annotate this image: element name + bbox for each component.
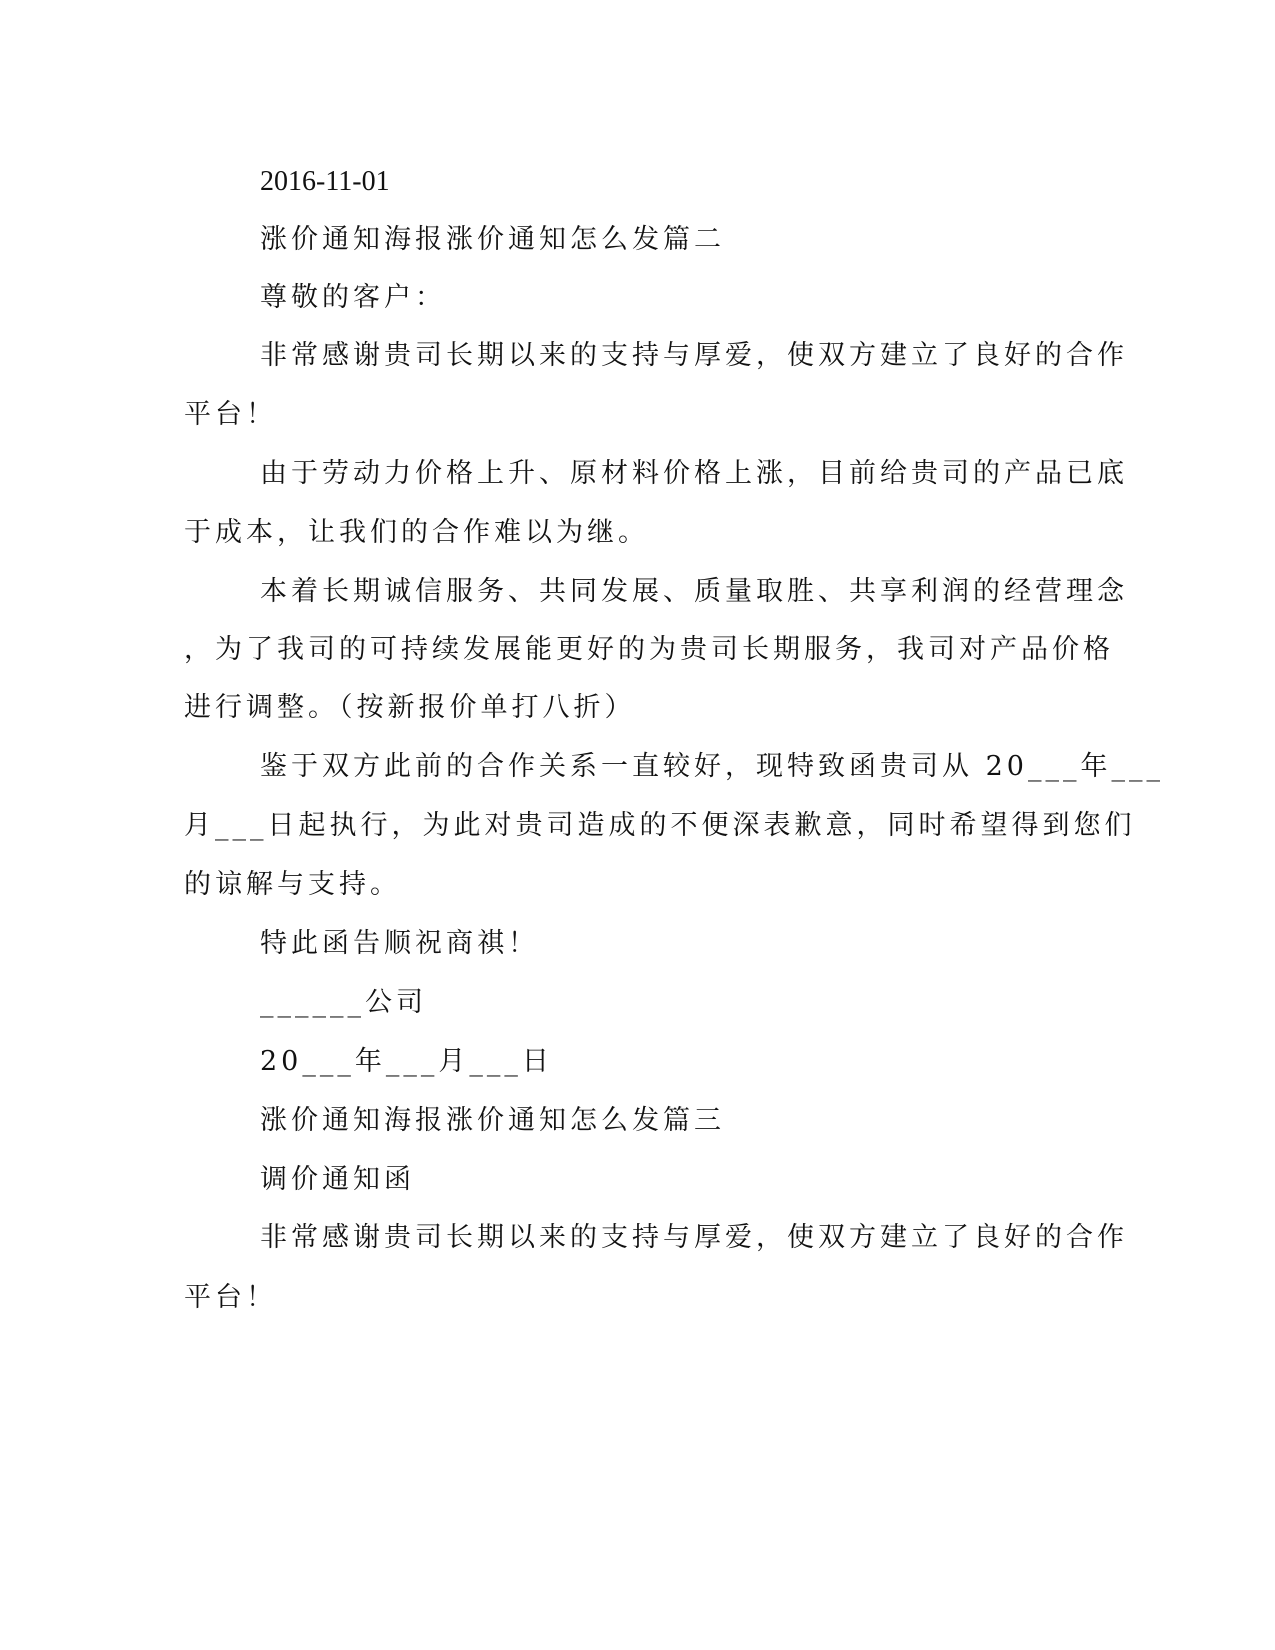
paragraph-line: 于成本，让我们的合作难以为继。 (184, 517, 649, 548)
section-heading-2: 涨价通知海报涨价通知怎么发篇二 (260, 224, 725, 255)
paragraph-line: 本着长期诚信服务、共同发展、质量取胜、共享利润的经营理念 (260, 576, 1128, 607)
section-heading-3: 涨价通知海报涨价通知怎么发篇三 (260, 1105, 725, 1136)
paragraph-line: 平台！ (184, 399, 277, 430)
paragraph-line: 非常感谢贵司长期以来的支持与厚爱，使双方建立了良好的合作 (260, 1222, 1128, 1253)
paragraph-line: 进行调整。（按新报价单打八折） (184, 692, 636, 723)
paragraph-line: ，为了我司的可持续发展能更好的为贵司长期服务，我司对产品价格 (184, 634, 1114, 665)
letter-title: 调价通知函 (260, 1164, 415, 1195)
paragraph-line: 平台！ (184, 1282, 277, 1313)
salutation: 尊敬的客户： (260, 282, 446, 313)
closing-line: 特此函告顺祝商祺！ (260, 928, 539, 959)
signature-date-line: 20___年___月___日 (260, 1046, 553, 1077)
company-signature-line: ______公司 (260, 987, 427, 1018)
paragraph-line: 鉴于双方此前的合作关系一直较好，现特致函贵司从 20___年___ (260, 751, 1164, 782)
paragraph-line: 由于劳动力价格上升、原材料价格上涨，目前给贵司的产品已底 (260, 458, 1128, 489)
paragraph-line: 非常感谢贵司长期以来的支持与厚爱，使双方建立了良好的合作 (260, 340, 1128, 371)
paragraph-line: 的谅解与支持。 (184, 869, 401, 900)
date-line: 2016-11-01 (260, 166, 390, 197)
paragraph-line: 月___日起执行，为此对贵司造成的不便深表歉意，同时希望得到您们 (184, 810, 1136, 841)
